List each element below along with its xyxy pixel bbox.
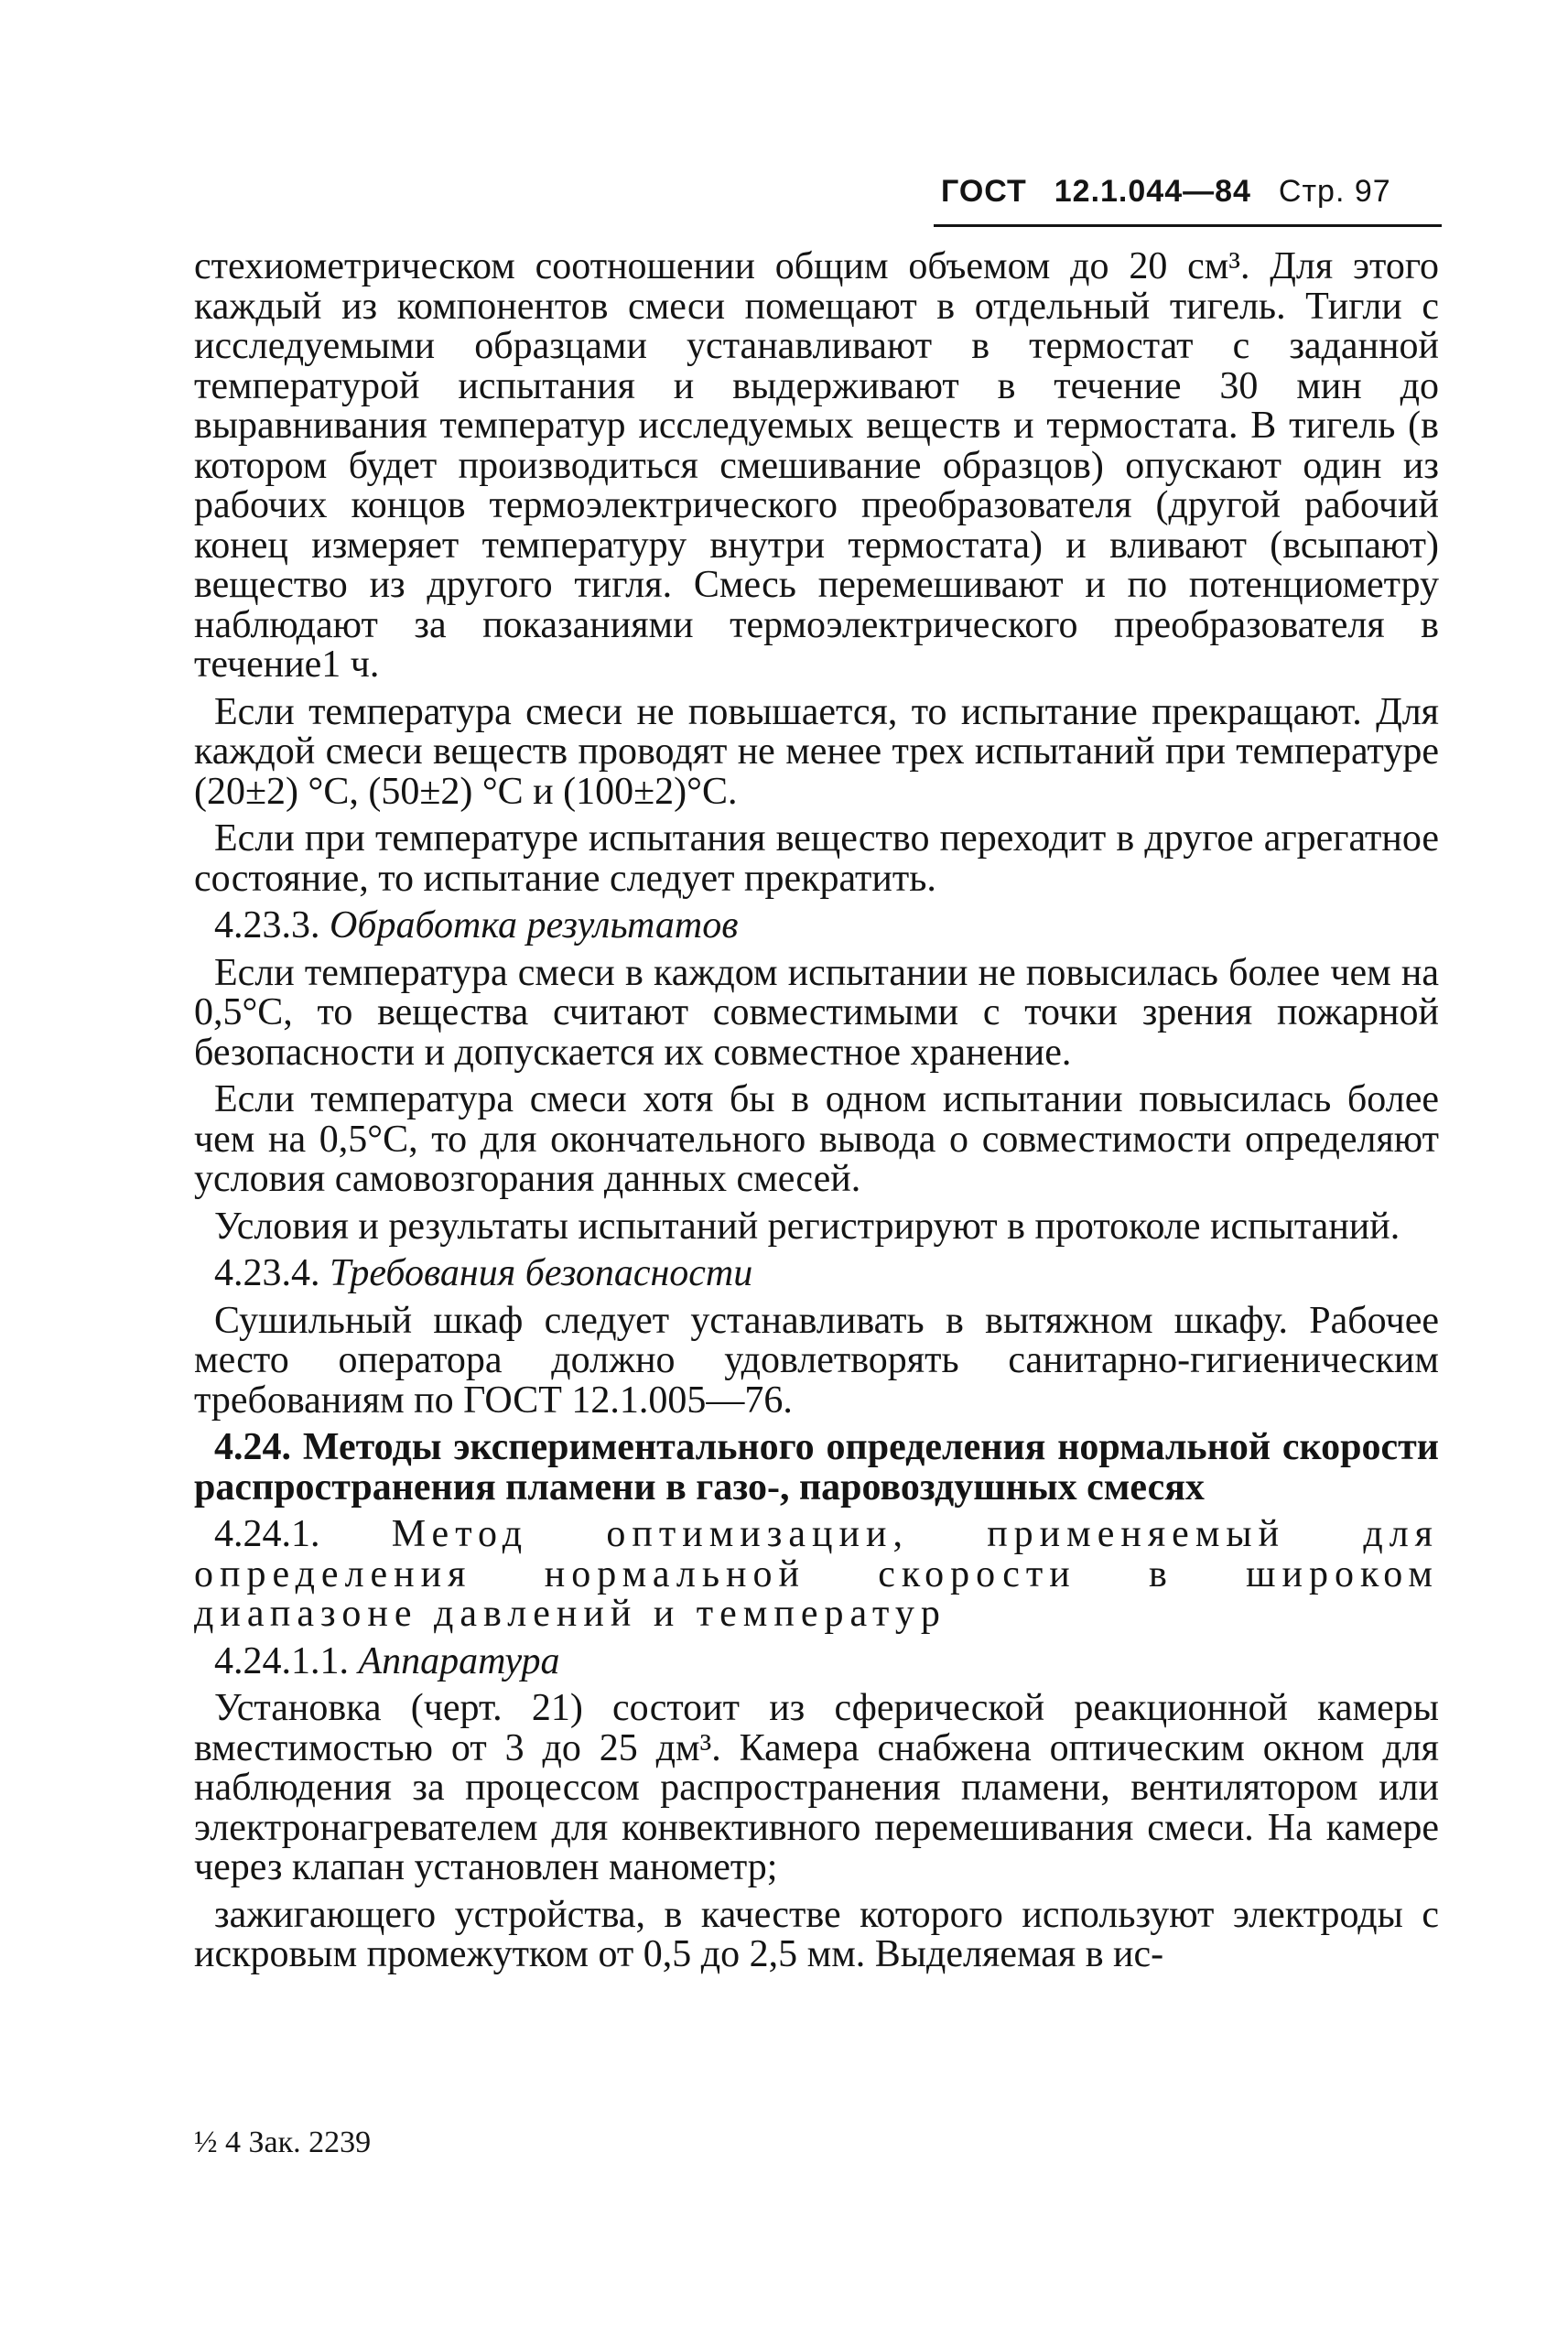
page-number: Стр. 97	[1278, 174, 1391, 209]
paragraph: Если при температуре испытания вещество переходит в другое агрегатное состояние, то испытание следует прекратить.	[194, 817, 1439, 900]
paragraph: Сушильный шкаф следует устанавливать в вытяжном шкафу. Рабочее место оператора должно удовлетворять санитарно-гигиеническим требованиям по ГОСТ 12.1.005—76.	[194, 1299, 1439, 1422]
section-heading-4-23-3	[194, 906, 1439, 946]
paragraph: Если температура смеси в каждом испытании не повысилась более чем на 0,5°С, то вещества считают совместимыми с точки зрения пожарной безопасности и допускается их совместное хранение.	[194, 951, 1439, 1074]
section-title: Обработка результатов	[330, 904, 739, 946]
section-title: Метод оптимизации, применяемый для определения нормальной скорости в широком диапазоне давлений и температур	[194, 1513, 1439, 1635]
page-header	[941, 174, 1435, 210]
paragraph: Если температура смеси не повышается, то испытание прекращают. Для каждой смеси веществ проводят не менее трех испытаний при температуре (20±2) °С, (50±2) °С и (100±2)°С.	[194, 690, 1439, 813]
standard-label: ГОСТ	[941, 174, 1027, 209]
section-number: 4.24.1.1.	[214, 1639, 349, 1682]
paragraph: Установка (черт. 21) состоит из сферической реакционной камеры вместимостью от 3 до 25 дм³. Камера снабжена оптическим окном для наблюдения за процессом распространения пламени, вентилятором или электронагревателем для конвективного перемешивания смеси. На камере через клапан установлен манометр;	[194, 1687, 1439, 1888]
header-rule	[934, 224, 1442, 227]
page-footer: ½ 4 Зак. 2239	[194, 2125, 372, 2159]
section-number: 4.23.4.	[214, 1252, 320, 1294]
section-title: Аппаратура	[358, 1639, 560, 1682]
paragraph: Условия и результаты испытаний регистрируют в протоколе испытаний.	[214, 1205, 1400, 1248]
standard-number: 12.1.044—84	[1054, 174, 1251, 209]
section-title: Требования безопасности	[330, 1252, 753, 1294]
paragraph: стехиометрическом соотношении общим объемом до 20 см³. Для этого каждый из компонентов смеси помещают в отдельный тигель. Тигли с исследуемыми образцами устанавливают в термостат с заданной температурой испытания и выдерживают в течение 30 мин до выравнивания температур исследуемых веществ и термостата. В тигель (в котором будет производиться смешивание образцов) опускают один из рабочих концов термоэлектрического преобразователя (другой рабочий конец измеряет температуру внутри термостата) и вливают (всыпают) вещество из другого тигля. Смесь перемешивают и по потенциометру наблюдают за показаниями термоэлектрического преобразователя в течение1 ч.	[194, 245, 1439, 686]
section-heading-4-23-4	[194, 1254, 1439, 1294]
section-heading-4-24-1-1	[194, 1639, 1439, 1682]
section-heading-4-24: 4.24. Методы экспериментального определения нормальной скорости распространения пламени в газо-, паровоздушных смесях	[194, 1426, 1439, 1509]
body-text	[194, 247, 1439, 1975]
paragraph: Если температура смеси хотя бы в одном испытании повысилась более чем на 0,5°С, то для окончательного вывода о совместимости определяют условия самовозгорания данных смесей.	[194, 1078, 1439, 1200]
section-number: 4.24.1.	[214, 1513, 320, 1555]
section-heading-4-24-1	[194, 1515, 1439, 1635]
section-number: 4.23.3.	[214, 904, 320, 946]
paragraph: зажигающего устройства, в качестве которого используют электроды с искровым промежутком от 0,5 до 2,5 мм. Выделяемая в ис-	[194, 1893, 1439, 1975]
